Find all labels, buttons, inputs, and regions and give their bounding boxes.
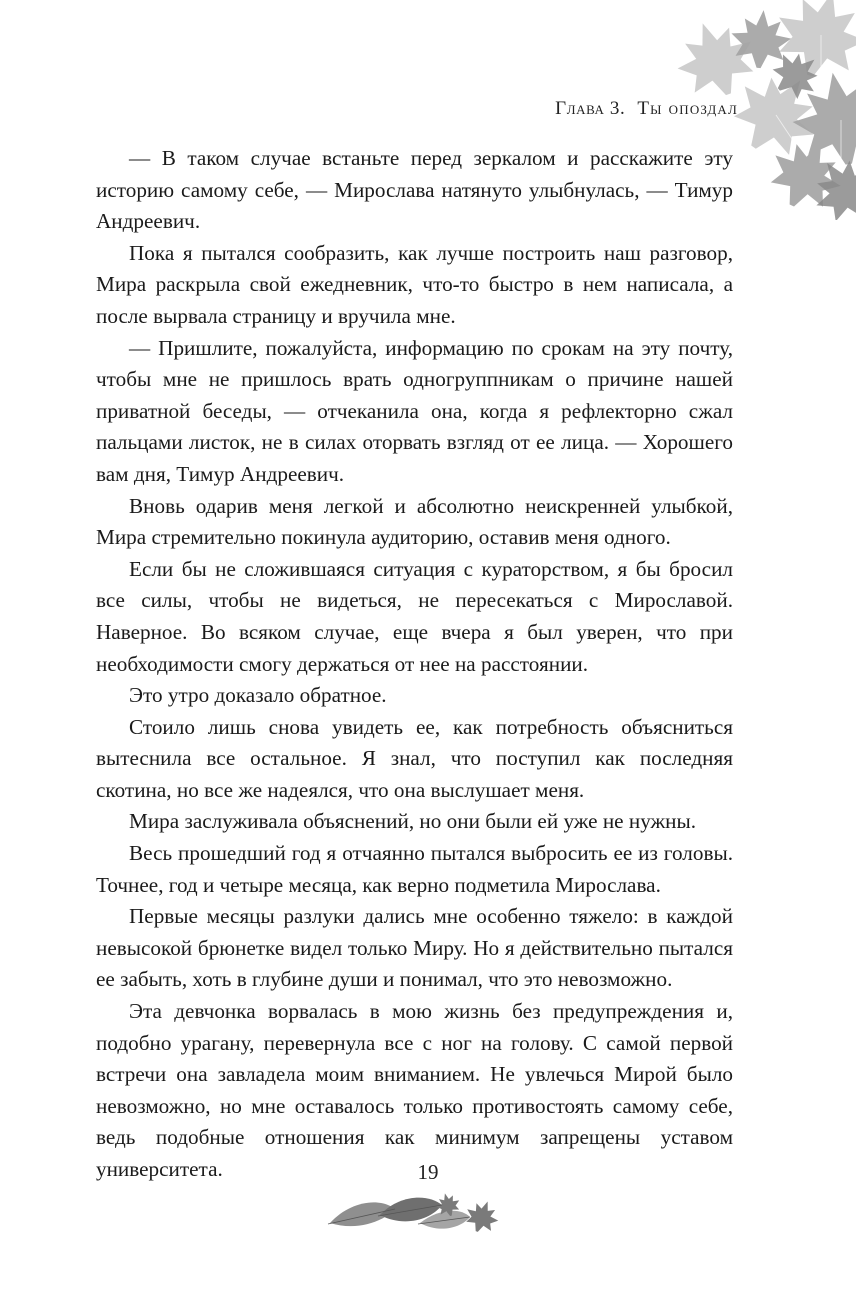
falling-leaves-icon [320, 1183, 510, 1243]
paragraph: Первые месяцы разлуки дались мне особенно тяжело: в каждой невысокой брюнетке видел только Миру. Но я действительно пытался ее забыть, хоть в глубине души и понимал, что это невозможно. [96, 904, 733, 992]
body-text [96, 143, 733, 1186]
paragraph: — В таком случае встаньте перед зеркалом и расскажите эту историю самому себе, — Мирослава натянуто улыбнулась, — Тимур Андреевич. [96, 146, 733, 234]
paragraph: Эта девчонка ворвалась в мою жизнь без предупреждения и, подобно урагану, перевернула все с ног на голову. С самой первой встречи она завладела моим вниманием. Не увлечься Мирой было невозможно, но мне оставалось только противостоять самому себе, ведь подобные отношения как минимум запрещены уставом университета. [96, 999, 733, 1181]
running-head [555, 98, 738, 120]
chapter-label: Глава 3. [555, 98, 626, 119]
chapter-title: Ты опоздал [637, 98, 738, 119]
paragraph: Если бы не сложившаяся ситуация с кураторством, я бы бросил все силы, чтобы не видеться, не пересекаться с Мирославой. Наверное. Во всяком случае, еще вчера я был уверен, что при необходимости смогу держаться от нее на расстоянии. [96, 556, 733, 676]
paragraph: Это утро доказало обратное. [129, 683, 387, 708]
paragraph: — Пришлите, пожалуйста, информацию по срокам на эту почту, чтобы мне не пришлось врать одногруппникам о причине нашей приватной беседы, — отчеканила она, когда я рефлекторно сжал пальцами листок, не в силах оторвать взгляд от ее лица. — Хорошего вам дня, Тимур Андреевич. [96, 335, 733, 486]
paragraph: Весь прошедший год я отчаянно пытался выбросить ее из головы. Точнее, год и четыре месяца, как верно подметила Мирослава. [96, 841, 733, 897]
paragraph: Пока я пытался сообразить, как лучше построить наш разговор, Мира раскрыла свой ежедневник, что-то быстро в нем написала, а после вырвала страницу и вручила мне. [96, 240, 733, 328]
paragraph: Мира заслуживала объяснений, но они были ей уже не нужны. [129, 809, 697, 834]
page-number: 19 [417, 1160, 439, 1184]
paragraph: Стоило лишь снова увидеть ее, как потребность объясниться вытеснила все остальное. Я знал, что поступил как последняя скотина, но все же надеялся, что она выслушает меня. [96, 714, 733, 802]
paragraph: Вновь одарив меня легкой и абсолютно неискренней улыбкой, Мира стремительно покинула аудиторию, оставив меня одного. [96, 493, 733, 550]
